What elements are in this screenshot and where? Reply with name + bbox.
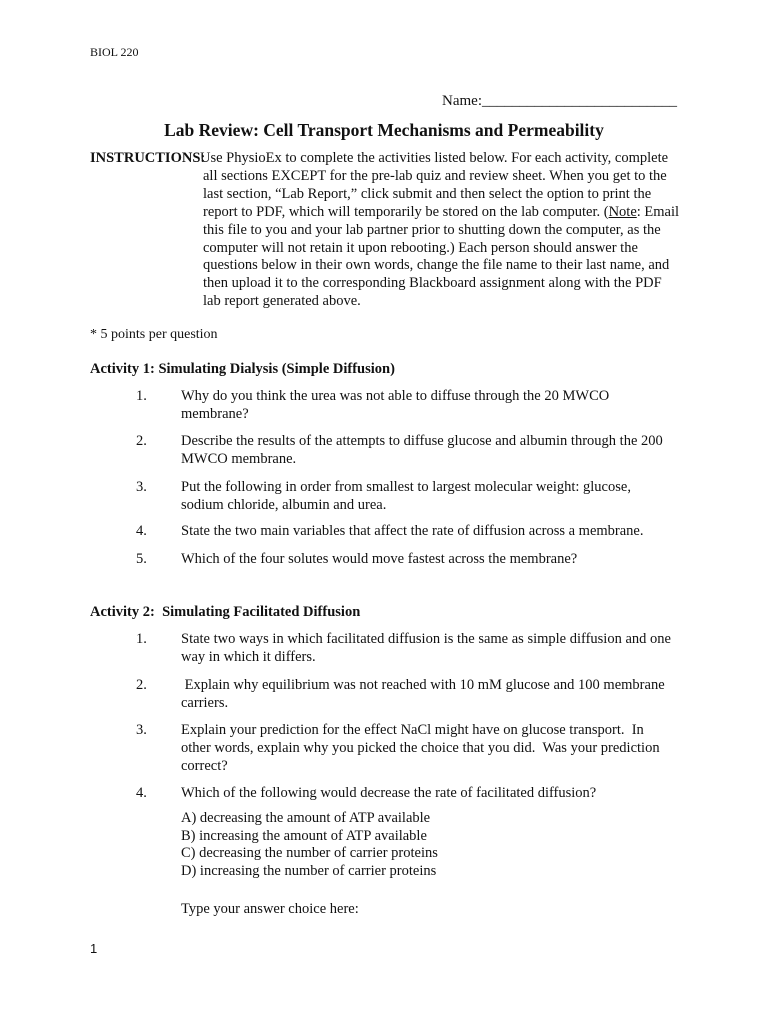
question-number: 5.: [136, 551, 147, 567]
activity-2-heading: Activity 2: Simulating Facilitated Diffusion: [90, 604, 361, 620]
question-text: Put the following in order from smallest to largest molecular weight: glucose, sodium chloride, albumin and urea.: [181, 479, 631, 513]
instructions-text: [200, 150, 680, 311]
question-text: Which of the four solutes would move fastest across the membrane?: [181, 551, 578, 567]
question-number: 4.: [136, 785, 147, 801]
question-number: 2.: [136, 677, 147, 693]
activity-1-heading: Activity 1: Simulating Dialysis (Simple Diffusion): [90, 361, 395, 377]
name-field-line: Name:__________________________: [442, 93, 677, 109]
instructions-block: [90, 150, 680, 311]
option-d: D) increasing the number of carrier proteins: [181, 863, 437, 880]
instructions-label: INSTRUCTIONS:: [90, 150, 206, 166]
answer-options: [181, 810, 438, 881]
page-title: Lab Review: Cell Transport Mechanisms and Permeability: [164, 120, 604, 140]
question-number: 1.: [136, 631, 147, 647]
points-note: * 5 points per question: [90, 327, 218, 342]
question-text: State two ways in which facilitated diffusion is the same as simple diffusion and one way in which it differs.: [181, 631, 671, 665]
question-number: 1.: [136, 388, 147, 404]
question-number: 2.: [136, 433, 147, 449]
option-c: C) decreasing the number of carrier proteins: [181, 845, 438, 862]
question-number: 4.: [136, 523, 147, 539]
question-number: 3.: [136, 722, 147, 738]
question-text: Explain why equilibrium was not reached with 10 mM glucose and 100 membrane carriers.: [181, 677, 669, 711]
course-code: BIOL 220: [90, 45, 139, 59]
question-text: Explain your prediction for the effect NaCl might have on glucose transport. In other words, explain why you picked the choice that you did. Was your prediction correct?: [181, 722, 664, 774]
question-text: Which of the following would decrease the rate of facilitated diffusion?: [181, 785, 597, 801]
question-number: 3.: [136, 479, 147, 495]
option-a: A) decreasing the amount of ATP available: [181, 810, 431, 826]
question-text: State the two main variables that affect the rate of diffusion across a membrane.: [181, 523, 644, 539]
note-word: Note: [608, 203, 637, 220]
question-text: Why do you think the urea was not able to diffuse through the 20 MWCO membrane?: [181, 388, 610, 422]
answer-prompt[interactable]: Type your answer choice here:: [181, 901, 359, 917]
question-text: Describe the results of the attempts to diffuse glucose and albumin through the 200 MWCO membrane.: [181, 433, 663, 467]
page-number: 1: [90, 941, 98, 956]
option-b: B) increasing the amount of ATP available: [181, 827, 427, 844]
instructions-text-part-2: : Email this file to you and your lab partner prior to shutting down the computer, as the computer will not retain it upon rebooting.) Each person should answer the questions below in their own words, change the file name to their last name, and then upload it to the corresponding Blackboard assignment along with the PDF lab report generated above.: [203, 203, 680, 310]
instructions-text-part-1: Use PhysioEx to complete the activities listed below. For each activity, complete all sections EXCEPT for the pre-lab quiz and review sheet. When you get to the last section, “Lab Report,” click submit and then select the option to print the report to PDF, which will temporarily be stored on the lab computer. (: [200, 150, 669, 220]
